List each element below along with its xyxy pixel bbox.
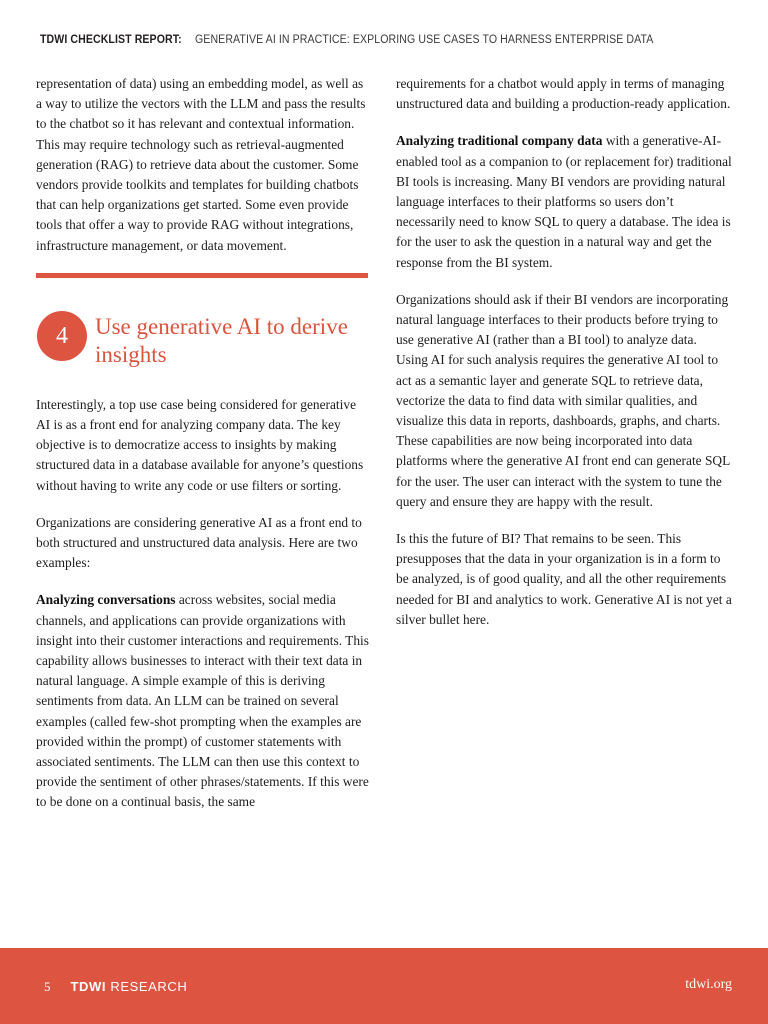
footer-page-number: 5	[44, 979, 51, 994]
paragraph	[36, 513, 372, 574]
paragraph-text: Organizations should ask if their BI vendors are incorporating natural language interfaces to their products before trying to use generative AI (rather than a BI tool) to analyze data. Using AI for such analysis requires the generative AI tool to act as a semantic layer and generate SQL to retrieve data, vectorize the data to find data with similar qualities, and visualize this data in reports, dashboards, graphs, and charts. These capabilities are now being incorporated into data platforms where the generative AI front end can generate SQL for the user. The user can interact with the system to tune the query and ensure they are happy with the result.	[396, 291, 730, 509]
paragraph-text: Organizations are considering generative AI as a front end to both structured and unstructured data analysis. Here are two examples:	[36, 514, 362, 571]
running-header	[0, 30, 768, 48]
paragraph	[36, 395, 372, 496]
section-heading	[36, 311, 372, 369]
footer-brand-name: TDWI	[70, 979, 107, 994]
paragraph	[396, 131, 732, 272]
paragraph-text: with a generative-AI-enabled tool as a companion to (or replacement for) traditional BI tools is increasing. Many BI vendors are providing natural language interfaces to their platforms so users don’t necessarily need to know SQL to query a database. The idea is for the user to ask the question in a natural way and get the response from the BI system.	[396, 133, 732, 270]
left-column	[36, 74, 372, 830]
page-footer	[0, 948, 768, 1024]
section-divider-rule	[36, 273, 368, 278]
paragraph-text: across websites, social media channels, and applications can provide organizations with insight into their customer interactions and requirements. This capability allows businesses to interact with their text data in natural language. A simple example of this is deriving sentiments from data. An LLM can be trained on several examples (called few-shot prompting when the examples are provided within the prompt) of customer statements with associated sentiments. The LLM can then use this context to provide the sentiment of other phrases/statements. If this were to be done on a continual basis, the same	[36, 592, 369, 810]
paragraph	[396, 290, 732, 512]
paragraph-text: Is this the future of BI? That remains to be seen. This presupposes that the data in your organization is in a form to be analyzed, is of good quality, and all the other requirements needed for BI and analytics to work. Generative AI is not yet a silver bullet here.	[396, 531, 732, 627]
running-header-report-subject: GENERATIVE AI IN PRACTICE: EXPLORING USE CASES TO HARNESS ENTERPRISE DATA	[194, 32, 654, 46]
paragraph-text: Interestingly, a top use case being considered for generative AI is as a front end for analyzing company data. The key objective is to democratize access to insights by making structured data in a database available for anyone’s questions without having to write any code or use filters or sorting.	[36, 396, 364, 493]
paragraph	[36, 590, 372, 812]
article-columns	[36, 74, 737, 904]
footer-left-group	[44, 978, 187, 996]
section-number-badge: 4	[37, 311, 87, 361]
paragraph: representation of data) using an embedding model, as well as a way to utilize the vectors with the LLM and pass the results to the chatbot so it has relevant and contextual information. This may require technology such as retrieval-augmented generation (RAG) to retrieve data about the customer. Some vendors provide toolkits and templates for building chatbots that can help organizations get started. Some even provide tools that offer a way to provide RAG without integrations, infrastructure management, or data movement.	[36, 76, 366, 253]
paragraph	[396, 74, 732, 114]
running-header-report-label: TDWI CHECKLIST REPORT:	[40, 32, 182, 46]
paragraph	[396, 529, 732, 630]
footer-brand-suffix: RESEARCH	[106, 979, 188, 994]
paragraph-text: requirements for a chatbot would apply in terms of managing unstructured data and building a production-ready application.	[396, 76, 731, 112]
section-title: Use generative AI to derive insights	[95, 313, 348, 367]
right-column	[396, 74, 732, 647]
paragraph-lead-in: Analyzing conversations	[36, 592, 176, 608]
footer-website-link[interactable]: tdwi.org	[685, 977, 732, 992]
paragraph-lead-in: Analyzing traditional company data	[396, 133, 603, 149]
